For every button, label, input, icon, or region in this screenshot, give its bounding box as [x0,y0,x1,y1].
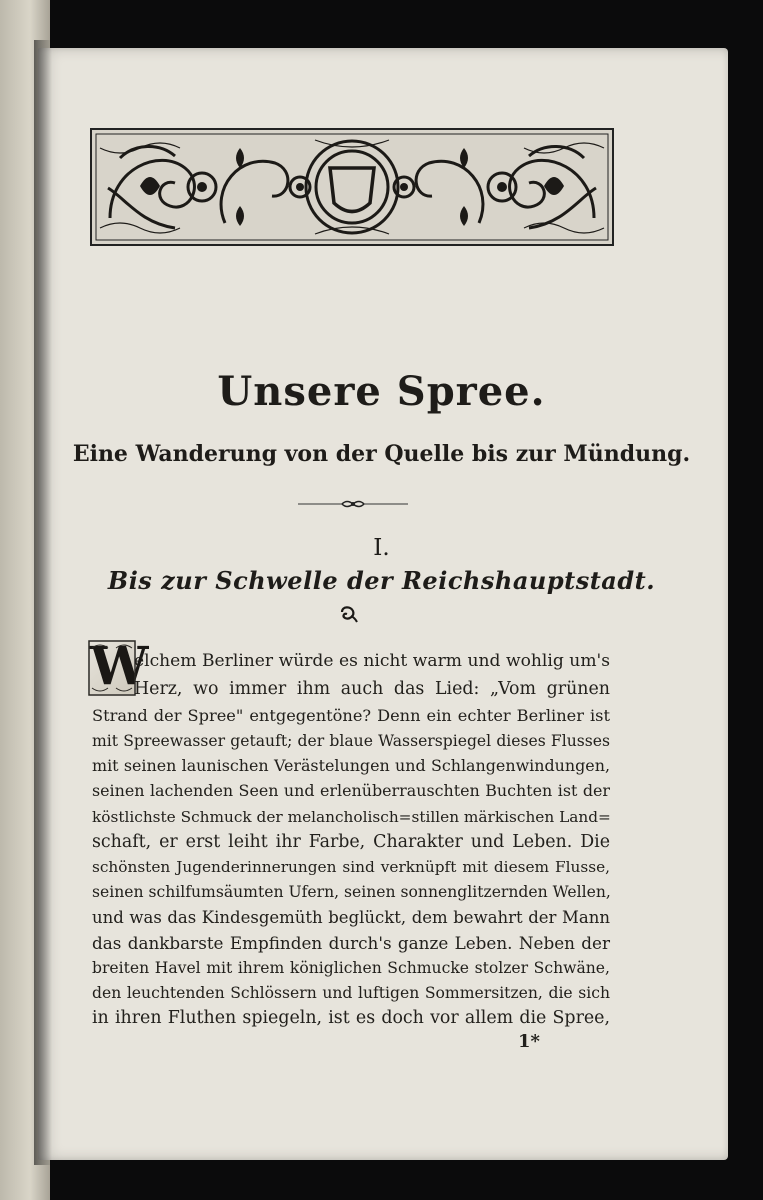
body-line: mit seinen launischen Verästelungen und Schlangenwindungen, [92,756,610,775]
fleuron-icon [339,604,359,624]
body-line: seinen lachenden Seen und erlenüberrauschten Buchten ist der [92,781,610,800]
body-line: in ihren Fluthen spiegeln, ist es doch vor allem die Spree, [92,1008,610,1028]
drop-cap-ornament [88,636,149,697]
body-line: breiten Havel mit ihrem königlichen Schmucke stolzer Schwäne, [92,959,610,977]
chapter-title: Bis zur Schwelle der Reichshauptstadt. [107,566,656,595]
body-line: elchem Berliner würde es nicht warm und wohlig um's [134,651,610,671]
chapter-number: I. [373,535,390,561]
book-subtitle: Eine Wanderung von der Quelle bis zur Mündung. [72,441,691,467]
body-line: mit Spreewasser getauft; der blaue Wasserspiegel dieses Flusses [92,732,610,750]
body-line: Herz, wo immer ihm auch das Lied: „Vom grünen [134,679,610,699]
drop-cap: W [90,636,149,697]
body-line: den leuchtenden Schlössern und luftigen Sommersitzen, die sich [92,984,610,1002]
page-number: 1* [518,1031,540,1052]
spine-shadow [34,40,52,1165]
body-line: köstlichste Schmuck der melancholisch=stillen märkischen Land= [92,808,611,826]
body-line: seinen schilfumsäumten Ufern, seinen sonnenglitzernden Wellen, [92,883,611,901]
body-line: und was das Kindesgemüth beglückt, dem bewahrt der Mann [92,908,610,927]
body-line: schönsten Jugenderinnerungen sind verknüpft mit diesem Flusse, [92,858,610,876]
ornamental-headpiece-icon [90,128,614,246]
body-line: Strand der Spree" entgegentöne? Denn ein echter Berliner ist [92,706,610,725]
body-line: das dankbarste Empfinden durch's ganze Leben. Neben der [92,933,610,953]
body-line: schaft, er erst leiht ihr Farbe, Charakter und Leben. Die [92,832,610,852]
flourish-divider-icon [298,497,408,511]
book-title: Unsere Spree. [217,368,546,415]
